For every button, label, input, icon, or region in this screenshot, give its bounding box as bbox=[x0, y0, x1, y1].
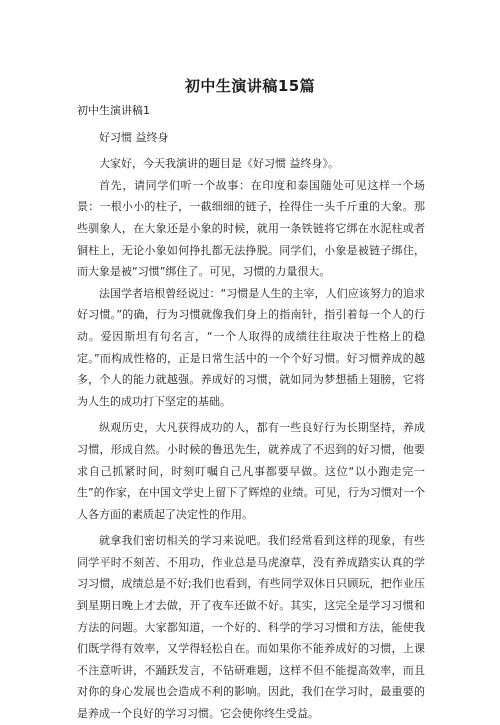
section-heading: 初中生演讲稿1 bbox=[77, 104, 150, 117]
speech-title: 好习惯 益终身 bbox=[99, 130, 169, 144]
paragraph: 法国学者培根曾经说过：“习惯是人生的主宰，人们应该努力的追求好习惯。”的确，行为习惯就像我们身上的指南针，指引着每一个人的行动。爱因斯坦有句名言，“一个人取得的成绩往往取决于性格上的稳定。”而构成性格的，正是日常生活中的一个个好习惯。好习惯养成的越多，个人的能力就越强。养成好的习惯，就如同为梦想插上翅膀，它将为人生的成功打下坚定的基础。 bbox=[77, 286, 425, 408]
paragraph: 就拿我们密切相关的学习来说吧。我们经常看到这样的现象，有些同学平时不刻苦、不用功，作业总是马虎潦草，没有养成踏实认真的学习习惯，成绩总是不好;我们也看到，有些同学双休日只顾玩，把作业压到星期日晚上才去做，开了夜车还做不好。其实，这完全是学习习惯和方法的问题。大家都知道，一个好的、科学的学习习惯和方法，能使我们既学得有效率，又学得轻松自在。而如果你不能养成好的习惯，上课不注意听讲，不踊跃发言，不钻研难题，这样不但不能提高效率，而且对你的身心发展也会造成不利的影响。因此，我们在学习时，最重要的是养成一个良好的学习习惯。它会使你终生受益。 bbox=[77, 534, 425, 721]
document-body bbox=[77, 100, 425, 725]
paragraph: 首先，请同学们听一个故事：在印度和泰国随处可见这样一个场景：一根小小的柱子，一截细细的链子，拴得住一头千斤重的大象。那些驯象人，在大象还是小象的时候，就用一条铁链将它绑在水泥柱或者铜柱上，无论小象如何挣扎都无法挣脱。同学们，小象是被链子绑住，而大象是被“习惯”绑住了。可见，习惯的力量很大。 bbox=[77, 178, 425, 279]
document-title: 初中生演讲稿15篇 bbox=[184, 77, 316, 95]
paragraph: 大家好，今天我演讲的题目是《好习惯 益终身》。 bbox=[99, 157, 339, 171]
paragraph: 纵观历史，大凡获得成功的人，都有一些良好行为长期坚持，养成习惯，形成自然。小时候的鲁迅先生，就养成了不迟到的好习惯，他要求自己抓紧时间，时刻叮嘱自己凡事都要早做。这位“以小跑走完一生”的作家，在中国文学史上留下了辉煌的业绩。可见，行为习惯对一个人各方面的素质起了决定性的作用。 bbox=[77, 421, 425, 521]
